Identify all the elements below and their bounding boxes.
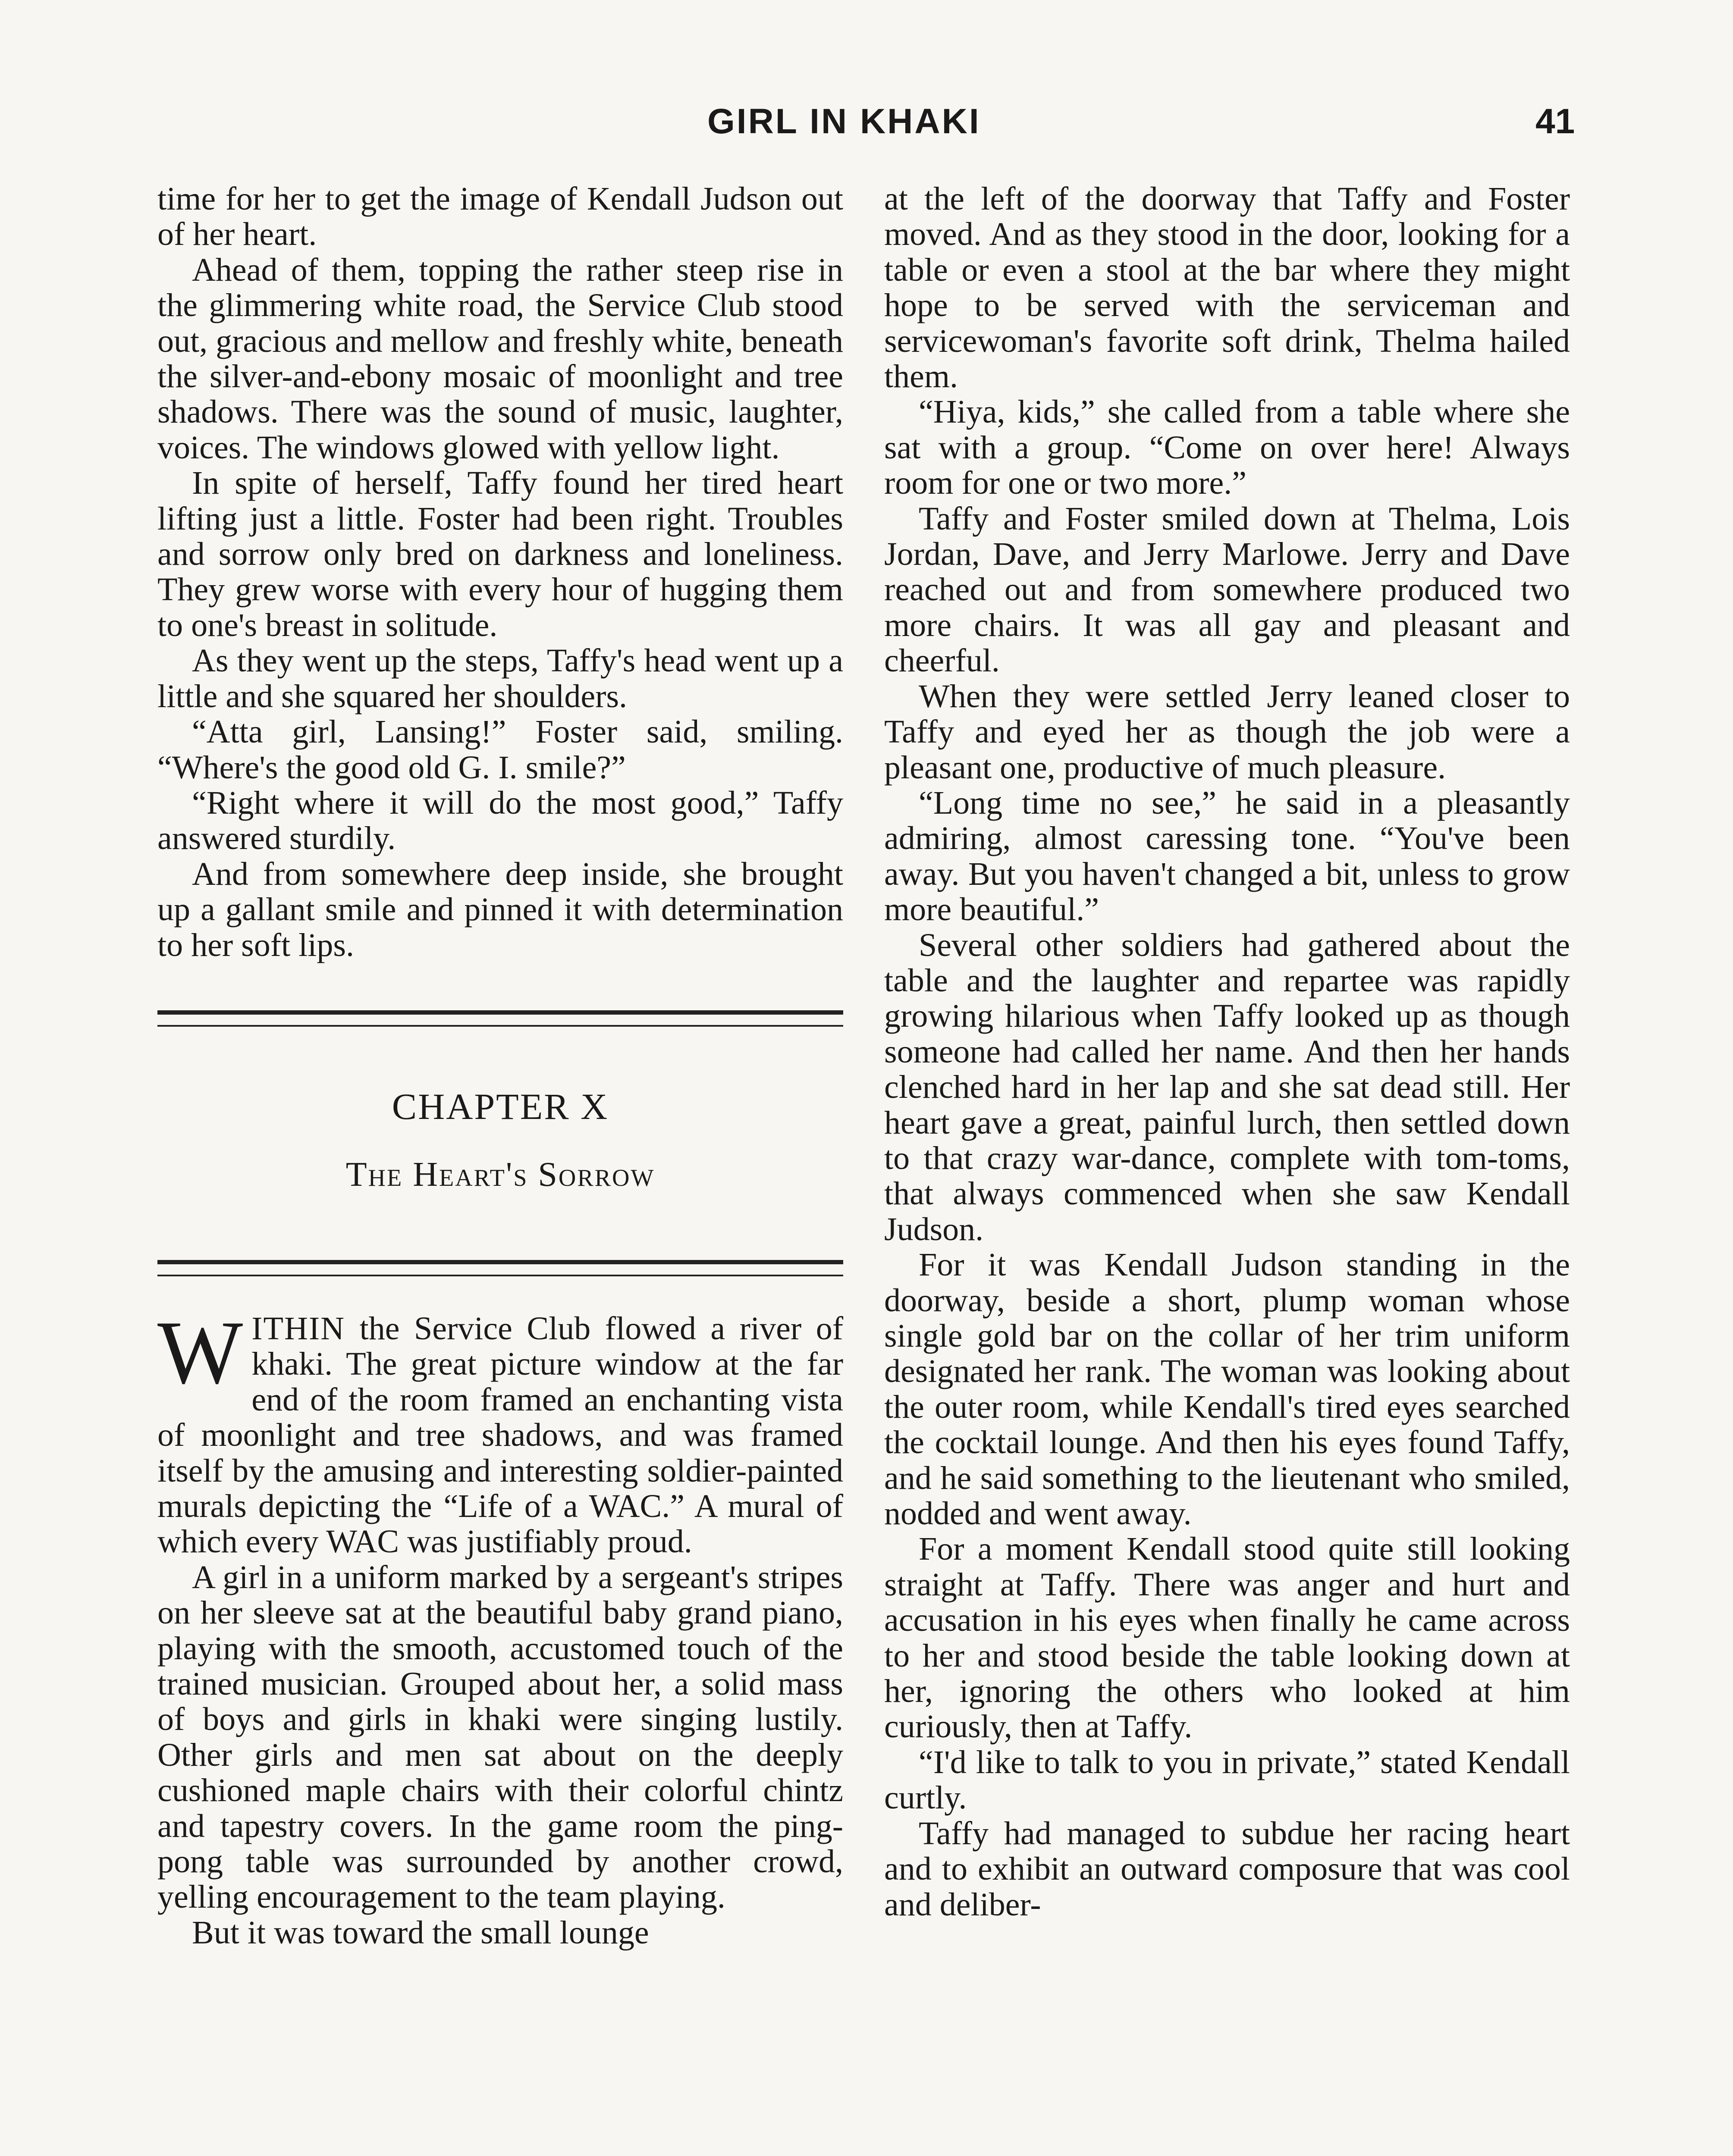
page-number: 41	[1535, 102, 1575, 141]
paragraph: Taffy had managed to subdue her racing heart and to exhibit an outward composure that was cool and deliber-	[884, 1815, 1570, 1923]
paragraph: time for her to get the image of Kendall Judson out of her heart.	[157, 181, 843, 253]
drop-cap: W	[157, 1302, 243, 1403]
right-column	[884, 181, 1570, 1922]
paragraph: For a moment Kendall stood quite still looking straight at Taffy. There was anger and hurt and accusation in his eyes when finally he came across to her and stood beside the table looking down at her, ignoring the others who looked at him curiously, then at Taffy.	[884, 1531, 1570, 1745]
paragraph: “Long time no see,” he said in a pleasantly admiring, almost caressing tone. “You've been away. But you haven't changed a bit, unless to grow more beautiful.”	[884, 784, 1570, 928]
paragraph: In spite of herself, Taffy found her tired heart lifting just a little. Foster had been right. Troubles and sorrow only bred on darkness and loneliness. They grew worse with every hour of hugging them to one's breast in solitude.	[157, 465, 843, 643]
chapter-title: CHAPTER X	[392, 1085, 609, 1127]
paragraph: “Right where it will do the most good,” Taffy answered sturdily.	[157, 784, 843, 857]
paragraph: A girl in a uniform marked by a sergeant's stripes on her sleeve sat at the beautiful baby grand piano, playing with the smooth, accustomed touch of the trained musician. Grouped about her, a solid mass of boys and girls in khaki were singing lustily. Other girls and men sat about on the deeply cushioned maple chairs with their colorful chintz and tapestry covers. In the game room the ping-pong table was surrounded by another crowd, yelling encouragement to the team playing.	[157, 1559, 843, 1915]
paragraph: “Atta girl, Lansing!” Foster said, smiling. “Where's the good old G. I. smile?”	[157, 714, 843, 786]
page-header	[0, 101, 1733, 149]
paragraph: When they were settled Jerry leaned closer to Taffy and eyed her as though the job were a pleasant one, productive of much pleasure.	[884, 678, 1570, 786]
paragraph: “I'd like to talk to you in private,” stated Kendall curtly.	[884, 1744, 1570, 1816]
paragraph: And from somewhere deep inside, she brought up a gallant smile and pinned it with determination to her soft lips.	[157, 856, 843, 963]
paragraph: Taffy and Foster smiled down at Thelma, Lois Jordan, Dave, and Jerry Marlowe. Jerry and Dave reached out and from somewhere produced two more chairs. It was all gay and pleasant and cheerful.	[884, 500, 1570, 679]
paragraph: As they went up the steps, Taffy's head went up a little and she squared her shoulders.	[157, 642, 843, 714]
running-head: GIRL IN KHAKI	[707, 102, 981, 141]
opening-text: the Service Club flowed a river of khaki. The great picture window at the far end of the room framed an enchanting vista of moonlight and tree shadows, and was framed itself by the amusing and interesting soldier-painted murals depicting the “Life of a WAC.” A mural of which every WAC was justifiably proud.	[157, 1310, 843, 1560]
chapter-top-rule	[157, 1010, 843, 1027]
left-column	[157, 181, 843, 1950]
chapter-subtitle: The Heart's Sorrow	[345, 1155, 655, 1194]
opening-paragraph	[157, 1302, 843, 1560]
chapter-bottom-rule	[157, 1260, 843, 1276]
paragraph: Ahead of them, topping the rather steep rise in the glimmering white road, the Service Club stood out, gracious and mellow and freshly white, beneath the silver-and-ebony mosaic of moonlight and tree shadows. There was the sound of music, laughter, voices. The windows glowed with yellow light.	[157, 251, 843, 466]
paragraph: For it was Kendall Judson standing in the doorway, beside a short, plump woman whose single gold bar on the collar of her trim uniform designated her rank. The woman was looking about the outer room, while Kendall's tired eyes searched the cocktail lounge. And then his eyes found Taffy, and he said something to the lieutenant who smiled, nodded and went away.	[884, 1247, 1570, 1532]
paragraph: But it was toward the small lounge	[192, 1914, 649, 1951]
paragraph: at the left of the doorway that Taffy and Foster moved. And as they stood in the door, looking for a table or even a stool at the bar where they might hope to be served with the serviceman and servicewoman's favorite soft drink, Thelma hailed them.	[884, 181, 1570, 395]
lead-caps: ITHIN	[251, 1310, 345, 1347]
paragraph: “Hiya, kids,” she called from a table where she sat with a group. “Come on over here! Always room for one or two more.”	[884, 394, 1570, 501]
paragraph: Several other soldiers had gathered about the table and the laughter and repartee was rapidly growing hilarious when Taffy looked up as though someone had called her name. And then her hands clenched hard in her lap and she sat dead still. Her heart gave a great, painful lurch, then settled down to that crazy war-dance, complete with tom-toms, that always commenced when she saw Kendall Judson.	[884, 927, 1570, 1247]
